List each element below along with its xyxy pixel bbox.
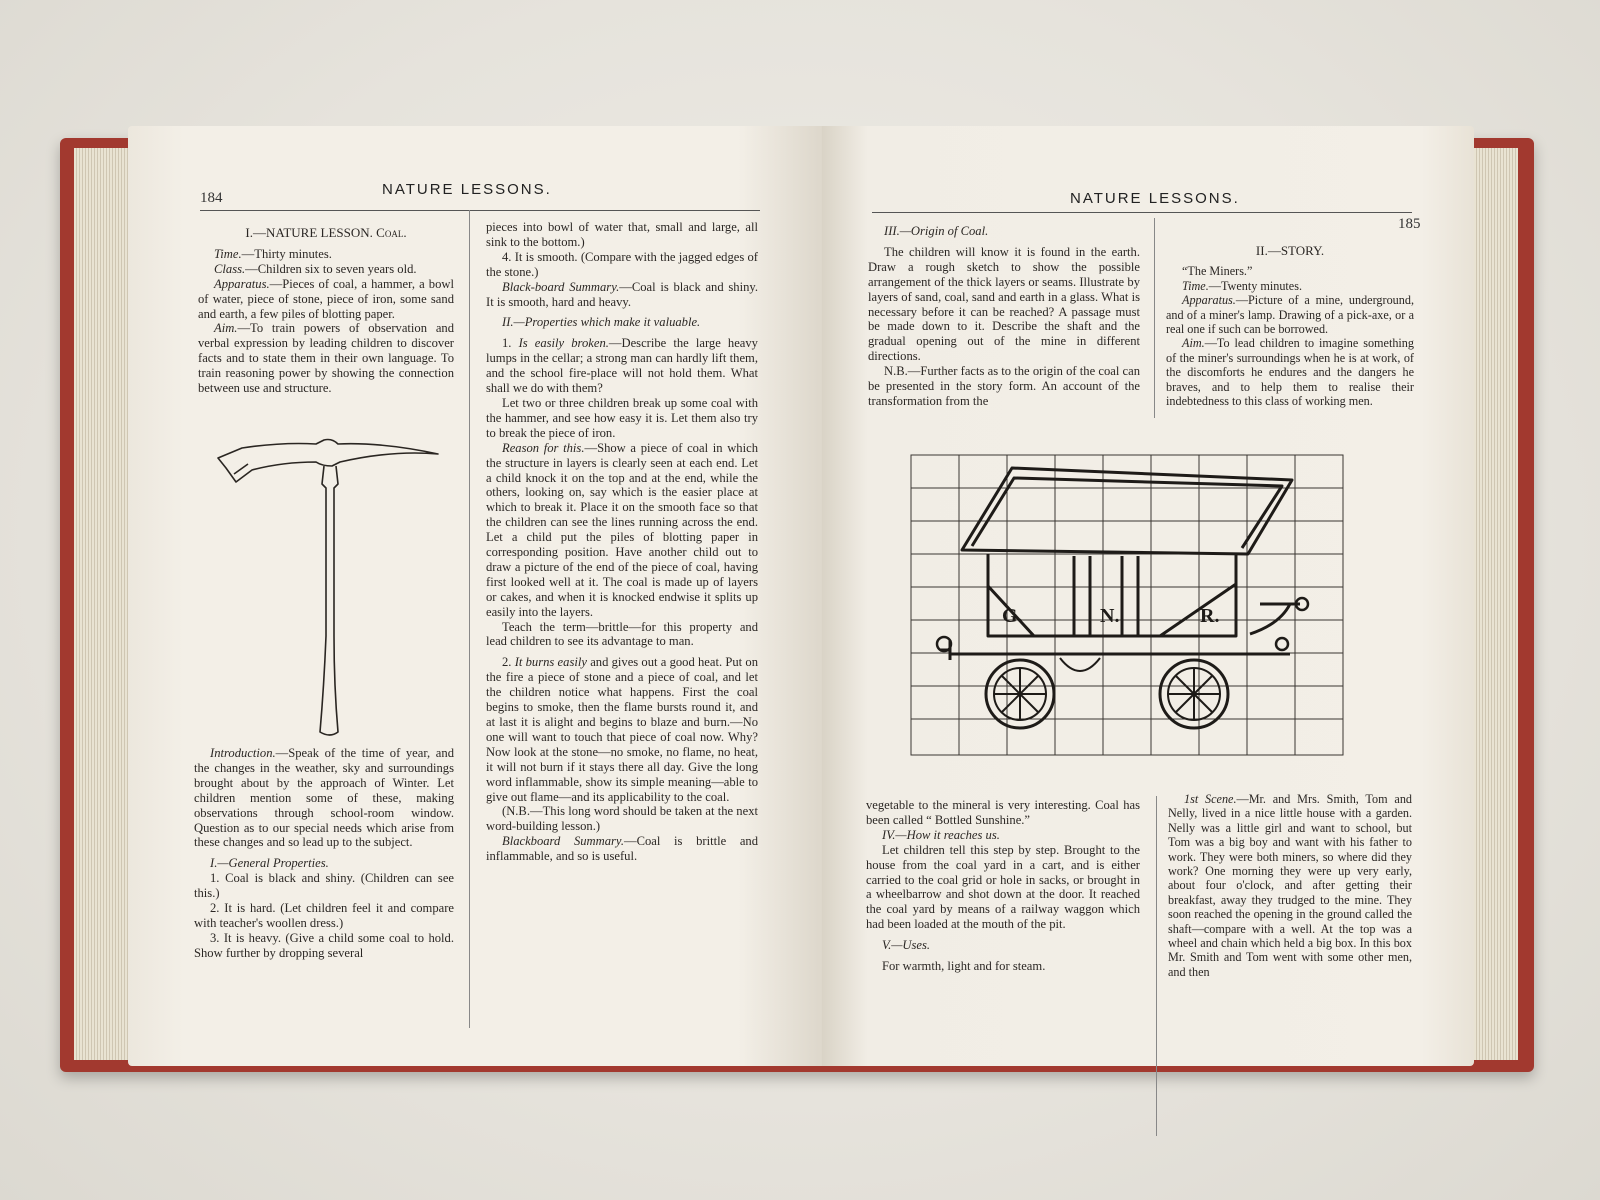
paragraph: Aim.—To train powers of observation and verbal expression by leading children to discover facts and to state them in their own language. To train reasoning power by showing the connection between use and structure. <box>198 321 454 396</box>
column-divider <box>1154 218 1155 418</box>
paragraph: For warmth, light and for steam. <box>882 959 1046 974</box>
paragraph: Time.—Thirty minutes. <box>214 246 332 261</box>
section-heading: IV.—How it reaches us. <box>882 827 1000 842</box>
paragraph: 3. It is heavy. (Give a child some coal to hold. Show further by dropping several <box>194 930 454 960</box>
wagon-letter-r: R. <box>1200 605 1220 627</box>
paragraph: 2. It burns easily and gives out a good heat. Put on the fire a piece of stone and a piece of coal, and let the children notice what happens. First the coal begins to smoke, then the flame bursts round it, and at last it is alight and begins to blaze and burn.—No one will want to touch that piece of coal now. Why? Now look at the stone—no smoke, no flame, no heat, it will not burn if it stays there all day. Give the long word inflammable, show its simple meaning—able to give out flame—and its applicability to the coal. <box>486 655 758 804</box>
right-column-1 <box>868 224 1140 409</box>
column-divider <box>469 210 470 1028</box>
pickaxe-illustration <box>212 436 452 746</box>
left-page <box>128 126 822 1066</box>
paragraph: Class.—Children six to seven years old. <box>214 261 417 276</box>
running-head: NATURE LESSONS. <box>1070 190 1240 207</box>
paragraph: Reason for this.—Show a piece of coal in which the structure in layers is clearly seen at each end. Let a child knock it on the top and at the end, while the others, looking on, say which is the easier place at which to break it. Place it on the smooth face so that the children can see the lines running across the end. Let a child put the piles of blotting paper in corresponding position. Have another child out to draw a picture of the end of the piece of coal, having first looked well at it. The coal is made up of layers or cakes, and when it is knocked endwise it splits up easily into the layers. <box>486 440 758 619</box>
paragraph: Let children tell this step by step. Brought to the house from the coal yard in a cart, and is either carried to the coal grid or hole in sacks, or brought in a wheelbarrow and shot down at the door. It reached the coal yard by means of a railway waggon which had been loaded at the mouth of the pit. <box>866 842 1140 932</box>
right-column-4 <box>1168 792 1412 979</box>
section-heading: I.—General Properties. <box>210 856 329 871</box>
paragraph: 1st Scene.—Mr. and Mrs. Smith, Tom and Nelly, lived in a nice little house with a garden. Nelly was a little girl and want to school, but Tom was a big boy and want with his father to work. They were both miners, so where did they work? One morning they were up very early, about four o'clock, and after getting their breakfast, away they trudged to the mine. They soon reached the opening in the ground called the shaft—compare with a well. At the top was a wheel and chain which held a big box. In this box Mr. Smith and Tom went with some other men, and then <box>1168 792 1413 979</box>
paragraph: Blackboard Summary.—Coal is brittle and inflammable, and so is useful. <box>486 834 759 864</box>
story-heading: II.—STORY. <box>1255 243 1325 258</box>
paragraph: Let two or three children break up some coal with the hammer, and see how easy it is. Let them also try to break the piece of iron. <box>486 395 758 440</box>
header-rule <box>872 212 1412 213</box>
section-heading: III.—Origin of Coal. <box>884 224 989 238</box>
paragraph: 2. It is hard. (Let children feel it and compare with teacher's woollen dress.) <box>194 901 454 930</box>
paragraph: Black-board Summary.—Coal is black and shiny. It is smooth, hard and heavy. <box>486 279 758 309</box>
right-column-3 <box>866 798 1140 974</box>
left-column-1-lower <box>194 746 454 961</box>
header-rule <box>200 210 760 211</box>
paragraph: pieces into bowl of water that, small and large, all sink to the bottom.) <box>486 220 758 249</box>
paragraph: Time.—Twenty minutes. <box>1182 278 1303 293</box>
right-page <box>822 126 1474 1066</box>
running-head: NATURE LESSONS. <box>382 181 552 198</box>
left-column-1 <box>198 226 454 396</box>
paragraph: vegetable to the mineral is very interesting. Coal has been called “ Bottled Sunshine.” <box>866 798 1140 827</box>
paragraph: 1. Is easily broken.—Describe the large heavy lumps in the cellar; a strong man can hardly lift them, and the school fire-place will not hold them. What shall we do with them? <box>486 336 758 396</box>
paragraph: N.B.—Further facts as to the origin of the coal can be presented in the story form. An account of the transformation from the <box>868 364 1140 408</box>
paragraph: Introduction.—Speak of the time of year, and the changes in the weather, sky and surroundings brought about by the approach of Winter. Let children mention some of these, making observations through school-room window. Question as to our special needs which arise from these changes and so lead up to the subject. <box>194 746 454 850</box>
wagon-letter-n: N. <box>1100 605 1120 627</box>
paragraph: Aim.—To lead children to imagine something of the miner's surroundings when he is at work, of the discomforts he endures and the dangers he braves, and to help them to realise their indebtedness to this class of working men. <box>1166 336 1414 409</box>
column-divider <box>1156 796 1157 1136</box>
section-heading: V.—Uses. <box>882 938 931 953</box>
page-number: 184 <box>200 190 223 206</box>
paragraph: 4. It is smooth. (Compare with the jagged edges of the stone.) <box>486 249 758 279</box>
paragraph: “The Miners.” <box>1182 264 1253 279</box>
page-number: 185 <box>1398 216 1421 232</box>
left-column-2 <box>486 220 758 864</box>
paragraph: (N.B.—This long word should be taken at the next word-building lesson.) <box>486 804 758 834</box>
paragraph: Apparatus.—Picture of a mine, underground, and of a miner's lamp. Drawing of a pick-axe, or a real one if such can be borrowed. <box>1166 293 1414 337</box>
coal-wagon-illustration <box>910 454 1346 766</box>
paragraph: Teach the term—brittle—for this property and lead children to see its advantage to man. <box>486 619 758 649</box>
wagon-letter-g: G. <box>1002 605 1023 627</box>
section-heading: II.—Properties which make it valuable. <box>502 315 701 330</box>
right-column-2 <box>1166 244 1414 408</box>
page-block-right-edge <box>1468 148 1518 1060</box>
paragraph: Apparatus.—Pieces of coal, a hammer, a bowl of water, piece of stone, piece of iron, some sand and earth, a few piles of blotting paper. <box>198 276 454 321</box>
paragraph: 1. Coal is black and shiny. (Children can see this.) <box>194 871 454 901</box>
lesson-heading: I.—NATURE LESSON. Coal. <box>245 225 407 240</box>
paragraph: The children will know it is found in the earth. Draw a rough sketch to show the possible arrangement of the thick layers or seams. Illustrate by layers of sand, coal, sand and earth in a glass. What is necessary before it can be reached? A passage must be made down to it. Describe the shaft and the gradual opening out of the mine in different directions. <box>868 244 1140 364</box>
